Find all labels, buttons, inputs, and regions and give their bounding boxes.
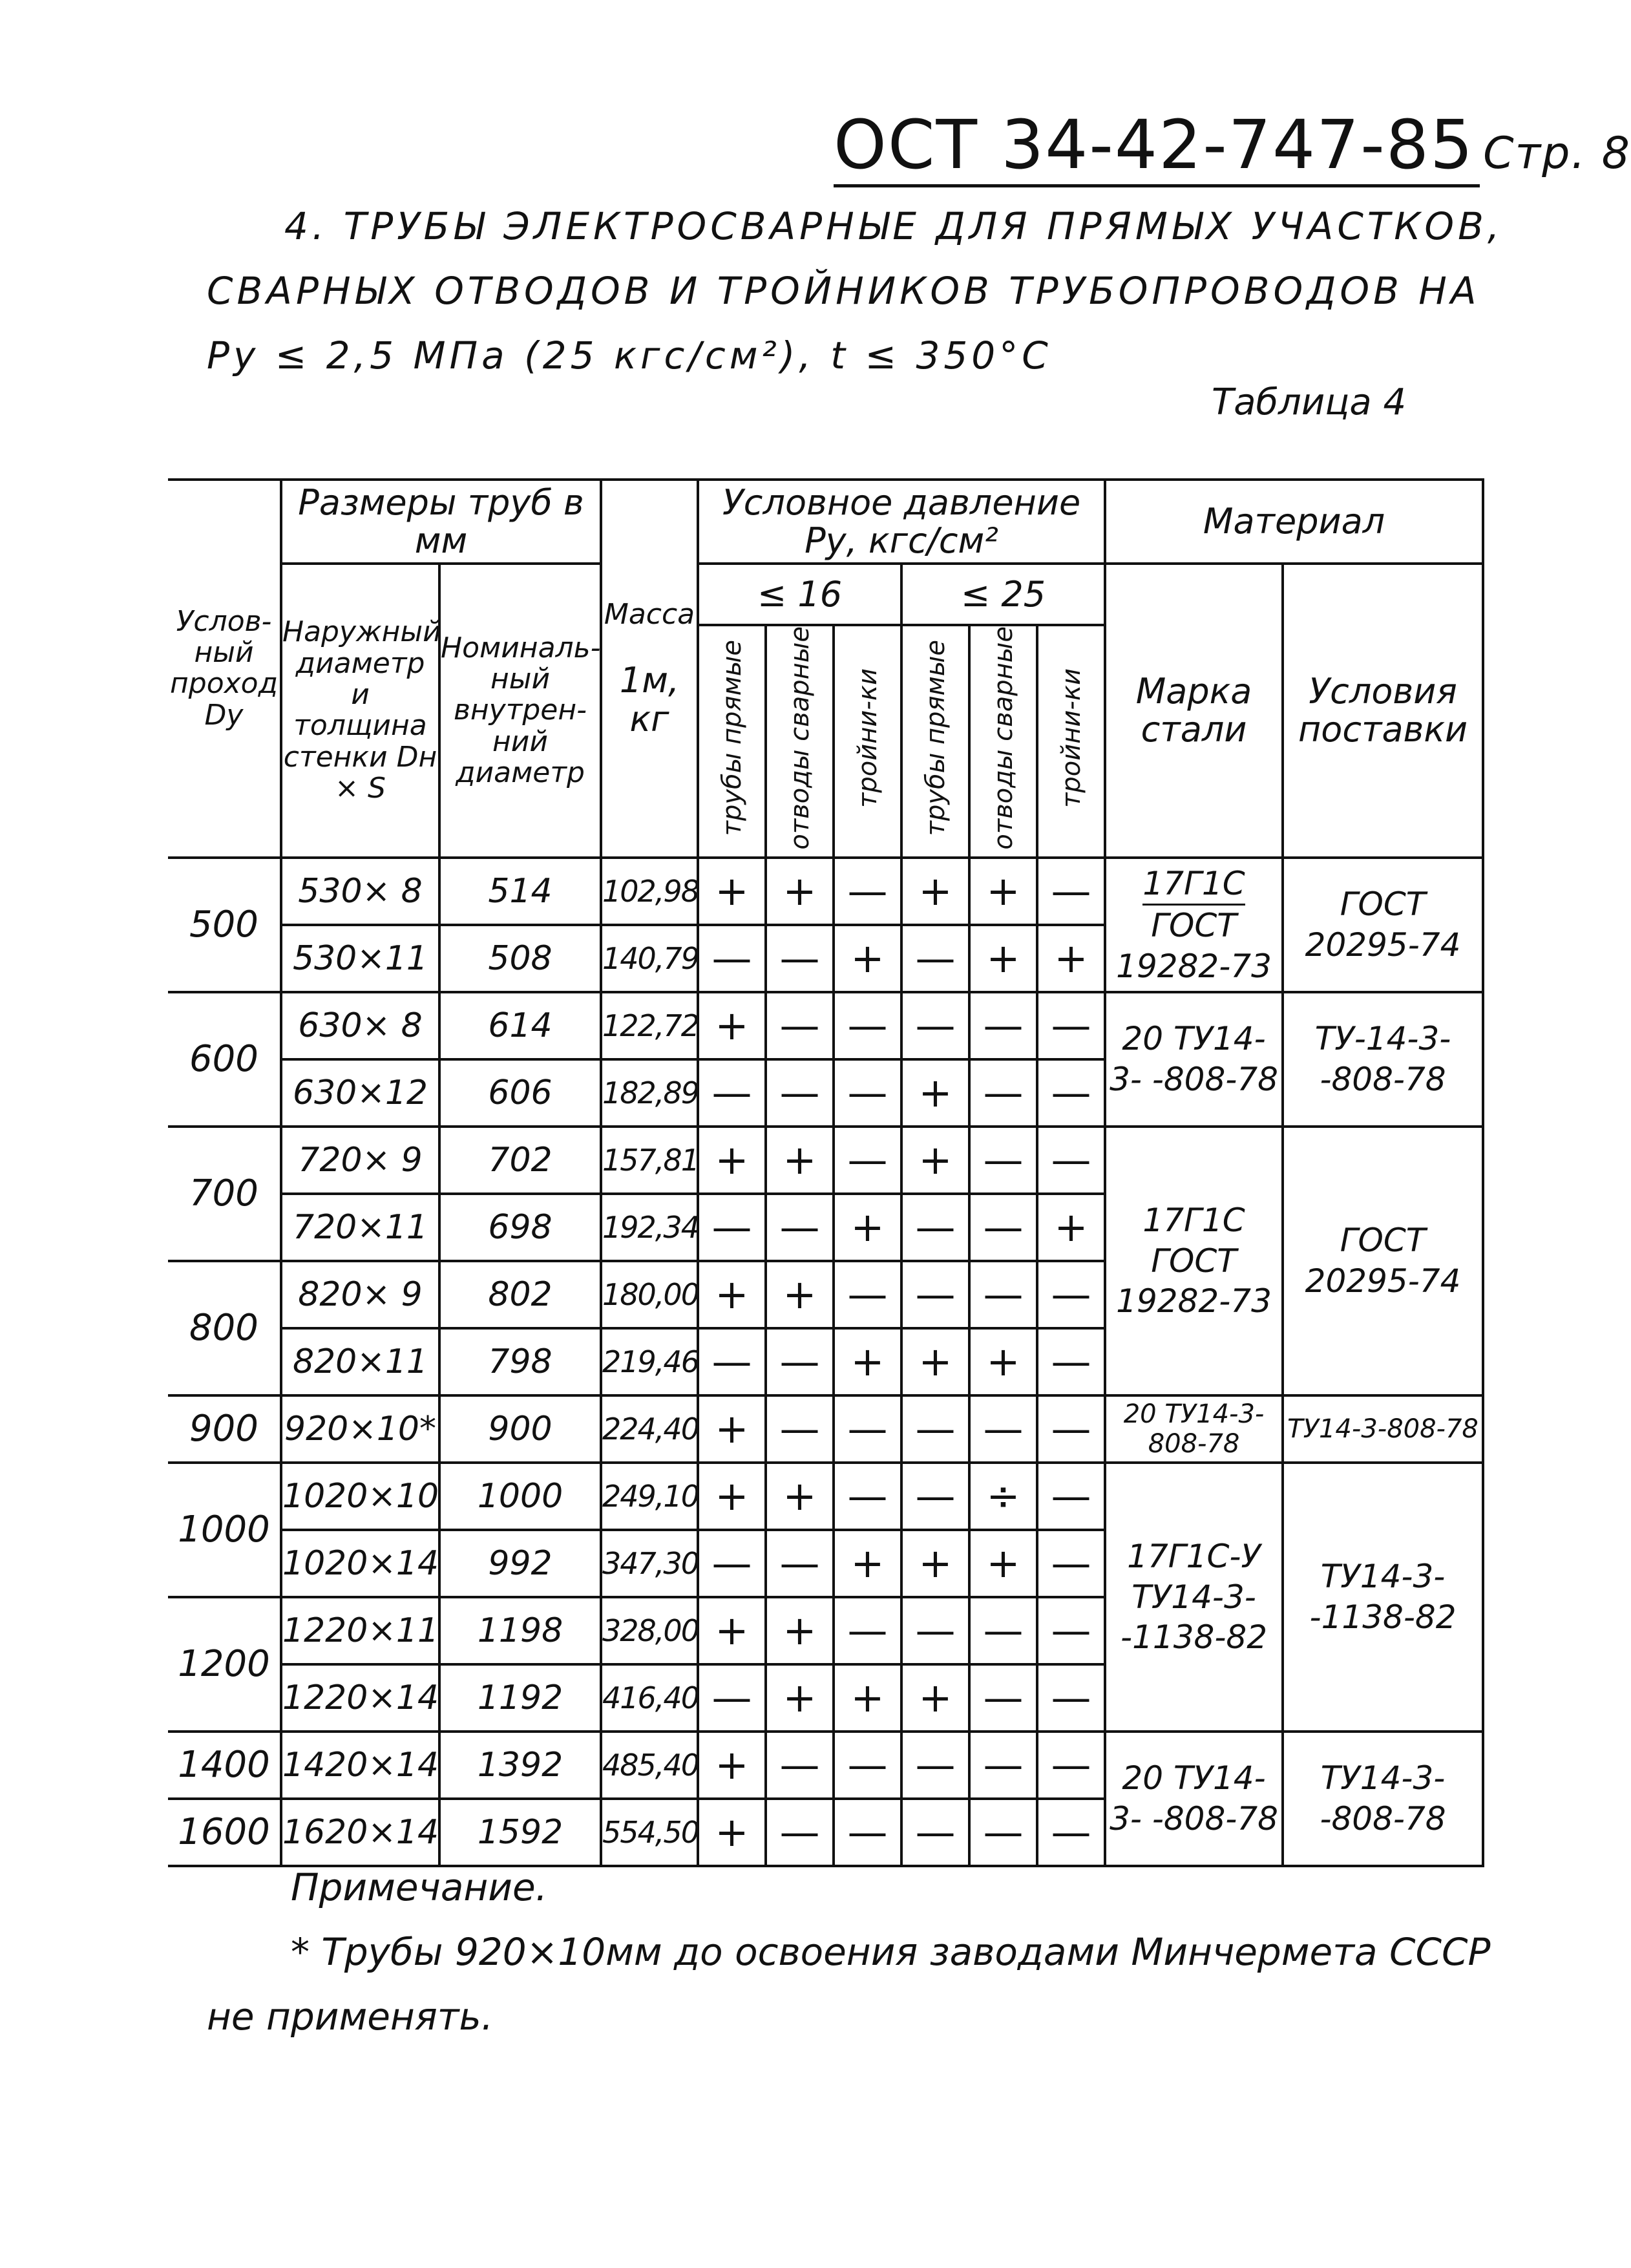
mark-cell: — [766, 1194, 834, 1261]
table-row [168, 1395, 1483, 1463]
delivery-cell: ГОСТ 20295-74 [1283, 858, 1483, 992]
steel-cell: 17Г1С-У ТУ14-3- -1138-82 [1105, 1463, 1283, 1732]
mark-cell: + [698, 1261, 766, 1328]
header-pipes-16-text: трубы прямые [717, 640, 747, 836]
mark-cell: + [834, 1328, 901, 1395]
delivery-cell: ТУ-14-3- -808-78 [1283, 992, 1483, 1127]
mark-cell: — [969, 1395, 1037, 1463]
mark-cell: — [834, 1059, 901, 1127]
mark-cell: — [969, 1597, 1037, 1664]
steel-grade: 17Г1С [1142, 864, 1245, 906]
size-cell: 530× 8 [281, 858, 439, 925]
section-title [207, 194, 1504, 388]
steel-standard: ГОСТ 19282-73 [1116, 907, 1272, 985]
mark-cell: — [766, 1395, 834, 1463]
pipes-table [168, 478, 1484, 1867]
inner-cell: 508 [439, 925, 601, 992]
mark-cell: + [901, 1059, 969, 1127]
size-cell: 1620×14 [281, 1799, 439, 1866]
mark-cell: + [901, 858, 969, 925]
mass-cell: 157,81 [601, 1127, 698, 1194]
title-line-3: Ру ≤ 2,5 МПа (25 кгс/см²), t ≤ 350°С [207, 334, 1052, 377]
dn-cell: 900 [168, 1395, 281, 1463]
mark-cell: + [1037, 925, 1105, 992]
header-pipes-25 [901, 625, 969, 858]
page-label: Стр. 8 [1483, 128, 1631, 179]
mark-cell: — [834, 1732, 901, 1799]
header-tees-25-text: тройни-ки [1056, 668, 1086, 808]
note-text-1: * Трубы 920×10мм до освоения заводами Минчермета СССР [291, 1930, 1491, 1974]
header-mass-bottom: 1м, кг [619, 660, 680, 739]
header-mass-top: Масса [604, 597, 695, 631]
mark-cell: + [834, 925, 901, 992]
size-cell: 630×12 [281, 1059, 439, 1127]
header-outer: Наружный диаметр и толщина стенки Dн × S [281, 564, 439, 858]
mass-cell: 328,00 [601, 1597, 698, 1664]
inner-cell: 798 [439, 1328, 601, 1395]
mark-cell: — [901, 925, 969, 992]
mark-cell: — [834, 1799, 901, 1866]
header-pipes-25-text: трубы прямые [920, 640, 951, 836]
header-mass [601, 480, 698, 858]
mark-cell: — [901, 1597, 969, 1664]
mark-cell: — [1037, 1127, 1105, 1194]
mark-cell: — [1037, 858, 1105, 925]
mark-cell: — [1037, 1597, 1105, 1664]
header-p16: ≤ 16 [698, 564, 901, 625]
mark-cell: — [1037, 1328, 1105, 1395]
header-delivery: Условия поставки [1283, 564, 1483, 858]
steel-cell [1105, 858, 1283, 992]
dn-cell: 1000 [168, 1463, 281, 1597]
inner-cell: 614 [439, 992, 601, 1059]
size-cell: 820× 9 [281, 1261, 439, 1328]
mark-cell: — [969, 1261, 1037, 1328]
mark-cell: + [766, 1127, 834, 1194]
mark-cell: — [834, 1127, 901, 1194]
mark-cell: — [766, 1799, 834, 1866]
size-cell: 720× 9 [281, 1127, 439, 1194]
size-cell: 1220×14 [281, 1664, 439, 1732]
mass-cell: 554,50 [601, 1799, 698, 1866]
mark-cell: — [766, 925, 834, 992]
header-bends-25 [969, 625, 1037, 858]
mark-cell: + [1037, 1194, 1105, 1261]
mark-cell: — [969, 1664, 1037, 1732]
mark-cell: + [698, 1597, 766, 1664]
mark-cell: — [1037, 1395, 1105, 1463]
dn-cell: 800 [168, 1261, 281, 1395]
delivery-cell: ТУ14-3- -808-78 [1283, 1732, 1483, 1866]
header-dn: Услов-ный проход Dy [168, 480, 281, 858]
size-cell: 720×11 [281, 1194, 439, 1261]
header-bends-16-text: отводы сварные [784, 626, 815, 850]
mark-cell: — [1037, 1463, 1105, 1530]
inner-cell: 900 [439, 1395, 601, 1463]
mark-cell: — [969, 1194, 1037, 1261]
mark-cell: — [1037, 1261, 1105, 1328]
mark-cell: — [698, 1059, 766, 1127]
title-line-2: СВАРНЫХ ОТВОДОВ И ТРОЙНИКОВ ТРУБОПРОВОДОВ НА [207, 269, 1480, 313]
mark-cell: ÷ [969, 1463, 1037, 1530]
mark-cell: — [834, 858, 901, 925]
header-pipes-16 [698, 625, 766, 858]
mass-cell: 180,00 [601, 1261, 698, 1328]
mark-cell: — [834, 1463, 901, 1530]
mass-cell: 122,72 [601, 992, 698, 1059]
header-bends-25-text: отводы сварные [988, 626, 1018, 850]
table-row [168, 1732, 1483, 1799]
mass-cell: 485,40 [601, 1732, 698, 1799]
header-tees-16-text: тройни-ки [852, 668, 883, 808]
dn-cell: 1400 [168, 1732, 281, 1799]
mark-cell: — [766, 1530, 834, 1597]
mark-cell: + [901, 1328, 969, 1395]
steel-cell: 17Г1С ГОСТ 19282-73 [1105, 1127, 1283, 1395]
inner-cell: 606 [439, 1059, 601, 1127]
mark-cell: + [901, 1530, 969, 1597]
doc-code-text: ОСТ 34-42-747-85 [834, 105, 1475, 184]
mark-cell: — [901, 1732, 969, 1799]
header-bends-16 [766, 625, 834, 858]
table-row [168, 1463, 1483, 1530]
inner-cell: 1392 [439, 1732, 601, 1799]
note-text-2: не применять. [207, 1995, 494, 2039]
mark-cell: — [698, 1664, 766, 1732]
dn-cell: 500 [168, 858, 281, 992]
mark-cell: + [766, 1597, 834, 1664]
mark-cell: — [834, 1395, 901, 1463]
size-cell: 1020×14 [281, 1530, 439, 1597]
mark-cell: + [698, 1127, 766, 1194]
inner-cell: 1198 [439, 1597, 601, 1664]
mark-cell: + [834, 1194, 901, 1261]
mark-cell: — [698, 925, 766, 992]
mark-cell: + [698, 1732, 766, 1799]
mark-cell: — [698, 1328, 766, 1395]
note-title: Примечание. [291, 1865, 548, 1909]
mark-cell: — [766, 992, 834, 1059]
mark-cell: — [901, 1395, 969, 1463]
mark-cell: — [969, 1732, 1037, 1799]
delivery-cell: ТУ14-3- -1138-82 [1283, 1463, 1483, 1732]
header-material: Материал [1105, 480, 1483, 564]
mass-cell: 347,30 [601, 1530, 698, 1597]
inner-cell: 698 [439, 1194, 601, 1261]
inner-cell: 514 [439, 858, 601, 925]
size-cell: 530×11 [281, 925, 439, 992]
size-cell: 1020×10 [281, 1463, 439, 1530]
mark-cell: — [834, 1261, 901, 1328]
mark-cell: + [834, 1530, 901, 1597]
size-cell: 630× 8 [281, 992, 439, 1059]
mark-cell: — [969, 1799, 1037, 1866]
dn-cell: 700 [168, 1127, 281, 1261]
mark-cell: + [766, 1261, 834, 1328]
steel-cell: 20 ТУ14-3- -808-78 [1105, 992, 1283, 1127]
header-tees-25 [1037, 625, 1105, 858]
mark-cell: — [901, 1194, 969, 1261]
mark-cell: — [1037, 992, 1105, 1059]
mark-cell: — [901, 1261, 969, 1328]
mark-cell: — [969, 992, 1037, 1059]
mark-cell: + [901, 1664, 969, 1732]
mark-cell: + [969, 858, 1037, 925]
dn-cell: 1600 [168, 1799, 281, 1866]
table-label: Таблица 4 [1212, 381, 1407, 423]
size-cell: 1220×11 [281, 1597, 439, 1664]
table-note [207, 1855, 1491, 2049]
mark-cell: — [834, 992, 901, 1059]
mark-cell: + [969, 1530, 1037, 1597]
table-row [168, 858, 1483, 925]
header-steel: Марка стали [1105, 564, 1283, 858]
mark-cell: + [698, 1799, 766, 1866]
mark-cell: + [766, 858, 834, 925]
steel-cell: 20 ТУ14-3-808-78 [1105, 1395, 1283, 1463]
mark-cell: + [969, 1328, 1037, 1395]
mass-cell: 416,40 [601, 1664, 698, 1732]
mass-cell: 219,46 [601, 1328, 698, 1395]
mass-cell: 249,10 [601, 1463, 698, 1530]
inner-cell: 1592 [439, 1799, 601, 1866]
size-cell: 1420×14 [281, 1732, 439, 1799]
mark-cell: + [901, 1127, 969, 1194]
inner-cell: 702 [439, 1127, 601, 1194]
delivery-cell: ТУ14-3-808-78 [1283, 1395, 1483, 1463]
mark-cell: — [1037, 1530, 1105, 1597]
mark-cell: — [1037, 1664, 1105, 1732]
mark-cell: — [1037, 1799, 1105, 1866]
mark-cell: — [766, 1059, 834, 1127]
mark-cell: + [969, 925, 1037, 992]
mark-cell: — [1037, 1059, 1105, 1127]
mark-cell: — [698, 1530, 766, 1597]
mark-cell: + [834, 1664, 901, 1732]
header-pressure: Условное давление Ру, кгс/см² [698, 480, 1105, 564]
dn-cell: 600 [168, 992, 281, 1127]
delivery-cell: ГОСТ 20295-74 [1283, 1127, 1483, 1395]
mark-cell: — [766, 1732, 834, 1799]
steel-cell: 20 ТУ14-3- -808-78 [1105, 1732, 1283, 1866]
mark-cell: + [698, 992, 766, 1059]
mark-cell: — [901, 1463, 969, 1530]
mark-cell: — [766, 1328, 834, 1395]
size-cell: 920×10* [281, 1395, 439, 1463]
mass-cell: 182,89 [601, 1059, 698, 1127]
inner-cell: 1000 [439, 1463, 601, 1530]
mark-cell: + [698, 1395, 766, 1463]
mark-cell: — [1037, 1732, 1105, 1799]
mark-cell: — [969, 1059, 1037, 1127]
mass-cell: 224,40 [601, 1395, 698, 1463]
mark-cell: + [766, 1664, 834, 1732]
header-p25: ≤ 25 [901, 564, 1105, 625]
mark-cell: + [766, 1463, 834, 1530]
header-tees-16 [834, 625, 901, 858]
mark-cell: — [698, 1194, 766, 1261]
header-inner: Номиналь-ный внутрен-ний диаметр [439, 564, 601, 858]
mark-cell: — [901, 992, 969, 1059]
document-code [834, 105, 1631, 187]
mass-cell: 192,34 [601, 1194, 698, 1261]
mass-cell: 140,79 [601, 925, 698, 992]
mark-cell: — [901, 1799, 969, 1866]
table-row [168, 992, 1483, 1059]
mass-cell: 102,98 [601, 858, 698, 925]
title-line-1: 4. ТРУБЫ ЭЛЕКТРОСВАРНЫЕ ДЛЯ ПРЯМЫХ УЧАСТКОВ, [284, 204, 1504, 248]
mark-cell: + [698, 858, 766, 925]
mark-cell: + [698, 1463, 766, 1530]
inner-cell: 1192 [439, 1664, 601, 1732]
inner-cell: 992 [439, 1530, 601, 1597]
header-sizes: Размеры труб в мм [281, 480, 601, 564]
mark-cell: — [969, 1127, 1037, 1194]
size-cell: 820×11 [281, 1328, 439, 1395]
mark-cell: — [834, 1597, 901, 1664]
dn-cell: 1200 [168, 1597, 281, 1732]
inner-cell: 802 [439, 1261, 601, 1328]
table-row [168, 1127, 1483, 1194]
